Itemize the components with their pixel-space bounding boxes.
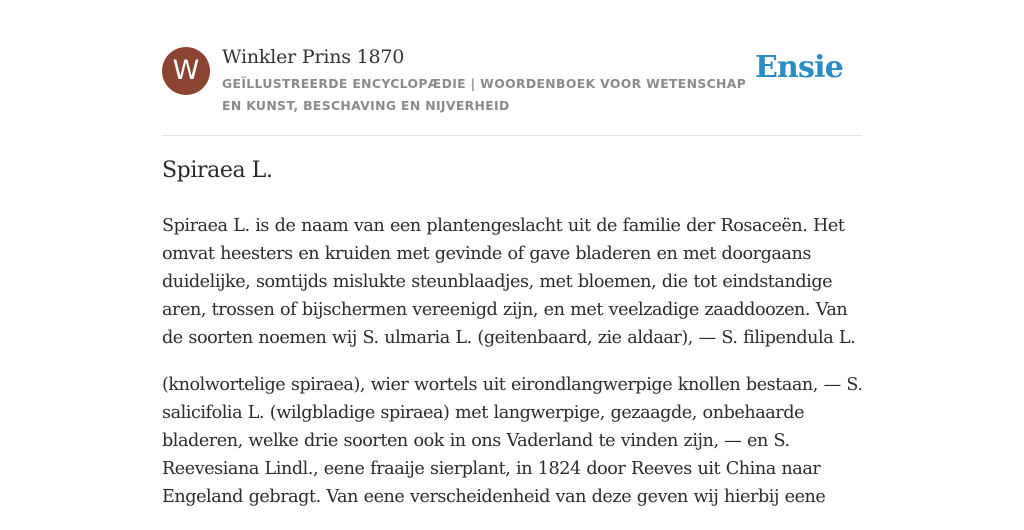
entry-title: Spiraea L.	[162, 158, 273, 183]
source-title[interactable]: Winkler Prins 1870	[222, 46, 405, 68]
page	[162, 0, 863, 507]
source-subtitle: GEÏLLUSTREERDE ENCYCLOPÆDIE | WOORDENBOEK VOOR WETENSCHAP EN KUNST, BESCHAVING EN NIJVERHEID	[222, 76, 747, 113]
source-header	[162, 0, 862, 136]
entry-paragraph: Spiraea L. is de naam van een plantengeslacht uit de familie der Rosaceën. Het omvat heesters en kruiden met gevinde of gave bladeren en met doorgaans duidelijke, somtijds mislukte steunblaadjes, met bloemen, die tot eindstandige aren, trossen of bijschermen vereenigd zijn, en met veelzadige zaaddoozen. Van de soorten noemen wij S. ulmaria L. (geitenbaard, zie aldaar), — S. filipendula L.	[162, 216, 856, 348]
source-avatar[interactable]: W	[162, 47, 210, 95]
entry-paragraph: (knolwortelige spiraea), wier wortels uit eirondlangwerpige knollen bestaan, — S. salicifolia L. (wilgbladige spiraea) met langwerpige, gezaagde, onbehaarde bladeren, welke drie soorten ook in ons Vaderland te vinden zijn, — en S. Reevesiana Lindl., eene fraaije sierplant, in 1824 door Reeves uit China naar Engeland gebragt. Van eene verscheidenheid van deze geven wij hierbij eene	[162, 375, 863, 507]
ensie-logo[interactable]: Ensie	[754, 50, 843, 85]
entry-body	[162, 212, 864, 530]
